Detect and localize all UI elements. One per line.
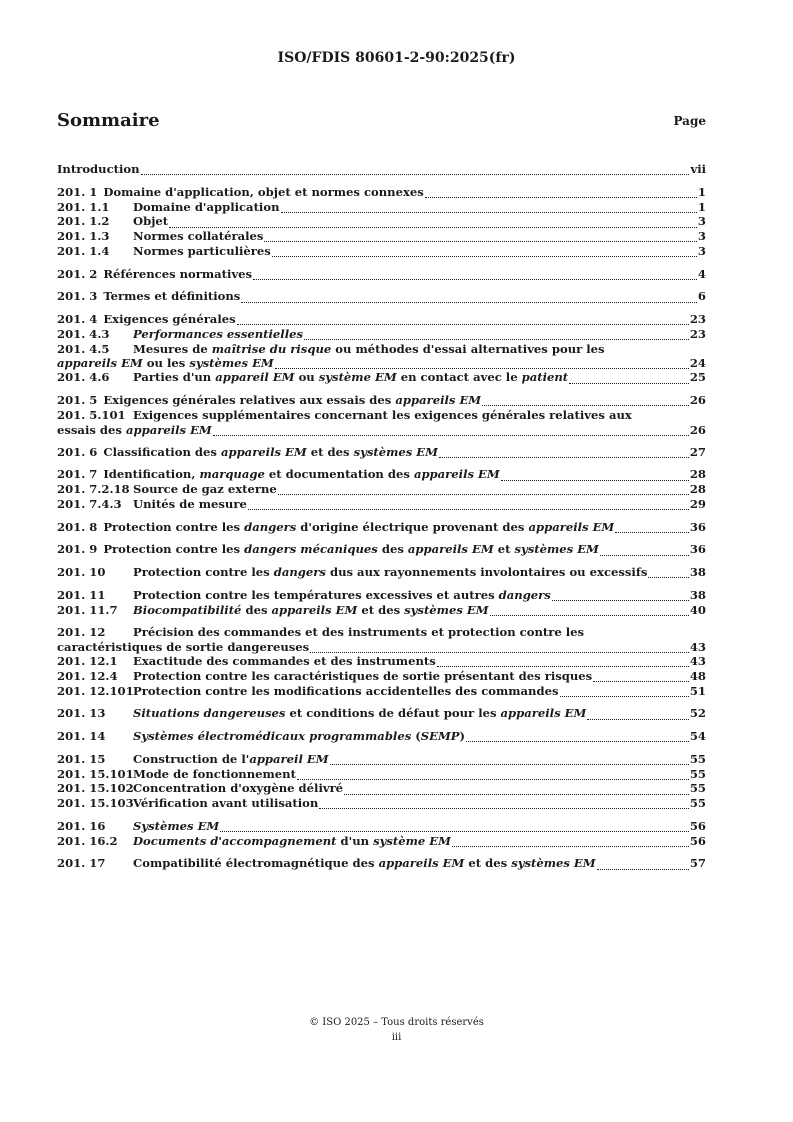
toc-entry-number: 201. 4 — [57, 312, 98, 326]
toc-entry[interactable] — [57, 752, 706, 767]
toc-entry-number: 201. 7.2.18 — [57, 482, 130, 496]
toc-section — [57, 706, 706, 721]
toc-entry-number: 201. 5.101 — [57, 407, 126, 422]
toc-entry[interactable] — [57, 408, 706, 423]
toc-entry-title — [133, 482, 277, 497]
footer-copyright: © ISO 2025 – Tous droits réservés — [309, 1017, 484, 1028]
toc-dot-leader — [501, 469, 689, 481]
toc-entry-title — [103, 185, 423, 200]
toc-title-segment: Objet — [133, 214, 169, 229]
toc-entry-number: 201. 9 — [57, 542, 98, 557]
toc-dot-leader — [552, 589, 689, 601]
toc-title-segment: ( — [411, 729, 421, 743]
toc-title-segment: et conditions de défaut pour les — [285, 706, 501, 721]
toc-title-segment: appareils EM — [528, 519, 615, 534]
toc-entry-title — [133, 244, 271, 259]
toc-entry-title — [133, 856, 596, 871]
toc-section — [57, 445, 706, 460]
toc-entry-number: 201. 11 — [57, 587, 106, 602]
toc-entry-number: 201. 1.1 — [57, 199, 110, 214]
toc-entry-title — [133, 588, 551, 603]
toc-dot-leader — [344, 783, 689, 795]
toc-dot-leader — [213, 424, 689, 436]
toc-dot-leader — [248, 498, 689, 510]
toc-entry-title — [133, 796, 318, 811]
toc-entry-page: 56 — [689, 833, 706, 848]
toc-title-segment: Exigences générales — [103, 312, 236, 326]
toc-entry-title — [103, 312, 235, 327]
toc-title-segment: systèmes EM — [514, 542, 599, 557]
toc-title-segment: Performances essentielles — [133, 326, 304, 341]
toc-entry-number: 201. 8 — [57, 519, 98, 534]
toc-entry[interactable] — [57, 185, 706, 200]
toc-entry[interactable] — [57, 819, 706, 834]
toc-dot-leader — [597, 858, 689, 870]
toc-title-segment: appareils EM — [500, 706, 587, 721]
toc-dot-leader — [253, 268, 697, 280]
toc-title-segment: systèmes EM — [511, 856, 596, 871]
toc-entry[interactable] — [57, 796, 706, 811]
toc-title-segment: Systèmes EM — [133, 818, 220, 833]
toc-entry-number: 201. 15.101 — [57, 766, 134, 781]
toc-entry-number: 201. 16 — [57, 818, 106, 833]
toc-dot-leader — [452, 835, 689, 847]
toc-title-segment: appareils EM — [125, 422, 212, 437]
toc-entry-title — [133, 706, 586, 721]
toc-dot-leader — [297, 768, 689, 780]
toc-dot-leader — [490, 604, 689, 616]
toc-title-segment: appareils EM — [378, 856, 465, 871]
toc-entry-page: vii — [690, 162, 706, 176]
toc-entry-page: 43 — [689, 654, 706, 668]
toc-entry-title — [133, 625, 584, 640]
toc-entry-title-continuation — [57, 640, 309, 654]
toc-title-segment: Parties d'un — [133, 370, 216, 385]
toc-entry[interactable] — [57, 289, 706, 304]
toc-entry[interactable] — [57, 393, 706, 408]
toc-entry-page: 40 — [689, 602, 706, 617]
toc-title-segment: Concentration d'oxygène délivré — [133, 781, 344, 796]
toc-entry[interactable] — [57, 229, 706, 244]
toc-title-segment: des — [241, 602, 272, 617]
toc-dot-leader — [439, 446, 689, 458]
toc-title-segment: Mode de fonctionnement — [133, 766, 296, 781]
toc-entry[interactable] — [57, 520, 706, 535]
toc-entry-number: 201. 6 — [57, 444, 98, 459]
toc-section — [57, 267, 706, 282]
toc-entry-title — [133, 497, 247, 512]
toc-entry-title — [133, 834, 451, 849]
toc-title-segment: ) — [459, 729, 466, 743]
toc-title-segment: Unités de mesure — [133, 496, 247, 511]
toc-entry[interactable] — [57, 834, 706, 849]
toc-title-segment: marquage — [199, 467, 265, 482]
toc-entry-number: 201. 11.7 — [57, 602, 118, 617]
toc-section — [57, 542, 706, 557]
toc-entry-page: 55 — [689, 796, 706, 810]
toc-title-segment: Documents d'accompagnement — [133, 833, 337, 848]
toc-title-segment: dangers — [273, 565, 326, 579]
page-column-label: Page — [673, 114, 706, 128]
toc-section — [57, 588, 706, 618]
toc-entry-number: 201. 12.101 — [57, 683, 134, 698]
toc-entry-page: 4 — [697, 266, 706, 281]
toc-section — [57, 393, 706, 437]
toc-entry-page: 55 — [689, 751, 706, 766]
toc-title-segment: maîtrise du risque — [211, 341, 332, 356]
toc-entry[interactable] — [57, 244, 706, 259]
toc-title-segment: Précision des commandes et des instruments et protection contre les — [133, 625, 585, 640]
toc-dot-leader — [600, 544, 689, 556]
toc-dot-leader — [281, 201, 697, 213]
toc-entry-title — [103, 393, 481, 408]
toc-title-segment: Normes particulières — [133, 243, 271, 258]
toc-entry-page: 48 — [689, 668, 706, 683]
toc-entry-number: 201. 1.3 — [57, 229, 110, 243]
toc-entry[interactable] — [57, 588, 706, 603]
toc-entry-page: 25 — [689, 370, 706, 385]
toc-entry-page: 36 — [689, 542, 706, 557]
toc-title-segment: Références normatives — [103, 266, 253, 281]
toc-entry[interactable] — [57, 684, 706, 699]
toc-title-segment: essais des — [57, 422, 126, 437]
toc-title-segment: et des — [306, 444, 354, 459]
toc-title-segment: systèmes EM — [189, 356, 274, 371]
toc-dot-leader — [569, 372, 689, 384]
toc-entry-number: 201. 15 — [57, 751, 106, 766]
toc-section — [57, 467, 706, 511]
toc-entry-page: 3 — [697, 243, 706, 258]
toc-dot-leader — [241, 291, 697, 303]
toc-entry-page: 43 — [689, 640, 706, 654]
toc-title-segment: et — [493, 542, 515, 557]
toc-title-segment: dangers — [498, 587, 551, 602]
toc-entry-page: 38 — [689, 565, 706, 579]
toc-title-segment: appareils EM — [407, 542, 494, 557]
toc-dot-leader — [237, 313, 689, 325]
toc-title-segment: dangers — [244, 519, 297, 534]
toc-entry-title — [133, 370, 568, 385]
toc-entry-title — [133, 342, 605, 357]
toc-dot-leader — [278, 483, 689, 495]
toc-entry-number: 201. 12.4 — [57, 668, 118, 683]
toc-dot-leader — [466, 730, 689, 742]
toc-entry-number: 201. 4.6 — [57, 370, 110, 385]
toc-title-segment: Biocompatibilité — [133, 602, 242, 617]
toc-entry-number: 201. 16.2 — [57, 833, 118, 848]
toc-section — [57, 312, 706, 385]
toc-section — [57, 162, 706, 177]
toc-title-segment: Exactitude des commandes et des instruments — [133, 654, 436, 668]
toc-title-segment: Termes et définitions — [103, 289, 241, 304]
toc-entry-page: 26 — [689, 393, 706, 407]
toc-title-segment: en contact avec le — [396, 370, 522, 385]
toc-entry[interactable] — [57, 767, 706, 782]
toc-entry[interactable] — [57, 200, 706, 215]
toc-title-segment: caractéristiques de sortie dangereuses — [57, 640, 310, 654]
toc-entry[interactable] — [57, 497, 706, 512]
toc-entry-title — [133, 327, 303, 342]
toc-entry-title — [133, 781, 343, 796]
toc-entry-number: 201. 15.102 — [57, 781, 134, 796]
toc-entry-title — [103, 289, 240, 304]
toc-title-segment: Domaine d'application, objet et normes connexes — [103, 184, 424, 199]
toc-entry-page: 24 — [689, 356, 706, 371]
toc-entry-title-continuation — [57, 356, 274, 370]
toc-entry-number: 201. 12.1 — [57, 654, 118, 668]
toc-entry-title — [103, 267, 252, 282]
toc-entry-title — [133, 752, 329, 767]
toc-title-segment: ou méthodes d'essai alternatives pour les — [331, 341, 605, 356]
toc-entry-page: 54 — [689, 729, 706, 743]
toc-entry-page: 26 — [689, 422, 706, 437]
toc-title-segment: Protection contre les — [103, 542, 245, 557]
toc-entry[interactable] — [57, 342, 706, 357]
toc-entry-page: 56 — [689, 818, 706, 833]
toc-title-segment: et des — [464, 856, 512, 871]
toc-title-segment: Source de gaz externe — [133, 482, 277, 496]
toc-entry-page: 23 — [689, 312, 706, 326]
toc-entry-title — [133, 200, 280, 215]
toc-title-segment: Protection contre les — [133, 565, 274, 579]
toc-entry[interactable] — [57, 327, 706, 342]
toc-title-segment: Systèmes électromédicaux programmables — [133, 729, 412, 743]
toc-title-segment: système EM — [318, 370, 397, 385]
toc-entry-number: 201. 2 — [57, 266, 98, 281]
toc-title-segment: patient — [521, 370, 569, 385]
toc-entry[interactable] — [57, 706, 706, 721]
toc-title-segment: appareils EM — [57, 356, 143, 371]
toc-dot-leader — [220, 820, 689, 832]
toc-title-segment: des — [377, 542, 408, 557]
toc-section — [57, 520, 706, 535]
toc-dot-leader — [593, 670, 689, 682]
toc-entry[interactable] — [57, 214, 706, 229]
toc-title-segment: appareils EM — [413, 467, 500, 482]
toc-entry-number: 201. 4.5 — [57, 341, 110, 356]
toc-title-segment: Exigences supplémentaires concernant les exigences générales relatives aux — [133, 407, 632, 422]
toc-entry-number: 201. 12 — [57, 625, 106, 640]
toc-entry-number: 201. 15.103 — [57, 796, 134, 810]
toc-entry-page: 52 — [689, 706, 706, 721]
toc-entry[interactable] — [57, 162, 706, 177]
toc-entry-number: 201. 7 — [57, 467, 98, 482]
toc-title-segment: Domaine d'application — [133, 199, 280, 214]
toc-entry-title — [133, 819, 219, 834]
toc-entry-page: 36 — [689, 519, 706, 534]
toc-title-segment: Classification des — [103, 444, 221, 459]
toc-entry-title — [133, 214, 168, 229]
toc-section — [57, 729, 706, 744]
toc-section — [57, 752, 706, 811]
toc-title-segment: ou — [294, 370, 319, 385]
toc-entry-number: 201. 5 — [57, 393, 98, 407]
toc-entry-title — [133, 767, 296, 782]
table-of-contents — [57, 162, 706, 879]
toc-title-segment: et documentation des — [264, 467, 414, 482]
toc-entry-title — [103, 467, 499, 482]
toc-section — [57, 289, 706, 304]
toc-entry-title — [133, 565, 647, 580]
toc-entry-number: 201. 4.3 — [57, 326, 110, 341]
toc-title-segment: Normes collatérales — [133, 229, 264, 243]
toc-entry-number: 201. 7.4.3 — [57, 496, 122, 511]
toc-section — [57, 565, 706, 580]
toc-entry-page: 51 — [689, 683, 706, 698]
toc-entry-page: 28 — [689, 467, 706, 482]
toc-title-segment: Protection contre les températures excessives et autres — [133, 587, 499, 602]
toc-title-segment: Situations dangereuses — [133, 706, 286, 721]
toc-title-segment: Identification, — [103, 467, 200, 482]
toc-entry-page: 29 — [689, 496, 706, 511]
toc-section — [57, 185, 706, 259]
toc-entry-number: 201. 1.2 — [57, 214, 110, 229]
toc-entry-page: 38 — [689, 587, 706, 602]
toc-entry-title — [133, 654, 436, 669]
toc-entry-number: 201. 10 — [57, 565, 106, 579]
toc-title-segment: appareils EM — [395, 393, 482, 407]
toc-entry[interactable] — [57, 445, 706, 460]
toc-entry-title — [133, 603, 489, 618]
toc-entry-number: 201. 1 — [57, 184, 98, 199]
toc-dot-leader — [141, 163, 690, 175]
toc-title-segment: dangers mécaniques — [244, 542, 378, 557]
toc-entry[interactable] — [57, 669, 706, 684]
toc-entry-number: 201. 1.4 — [57, 243, 110, 258]
toc-title-segment: Construction de l' — [133, 751, 250, 766]
toc-entry[interactable] — [57, 603, 706, 618]
toc-entry-title — [133, 669, 592, 684]
toc-title-segment: Mesures de — [133, 341, 212, 356]
toc-entry-page: 1 — [697, 199, 706, 214]
toc-title-segment: appareils EM — [271, 602, 358, 617]
toc-title-segment: dus aux rayonnements involontaires ou excessifs — [325, 565, 648, 579]
toc-entry-title-continuation — [57, 423, 212, 437]
toc-dot-leader — [169, 216, 697, 228]
toc-entry-number: 201. 3 — [57, 289, 98, 304]
toc-entry-title — [133, 229, 263, 244]
toc-title-segment: d'un — [336, 833, 374, 848]
toc-entry-title — [103, 542, 599, 557]
toc-title-segment: d'origine électrique provenant des — [296, 519, 529, 534]
toc-section — [57, 856, 706, 871]
toc-title-segment: système EM — [373, 833, 451, 848]
toc-title-segment: Protection contre les caractéristiques de sortie présentant des risques — [133, 668, 593, 683]
toc-entry-continuation[interactable] — [57, 640, 706, 654]
toc-entry[interactable] — [57, 267, 706, 282]
toc-title-segment: SEMP — [420, 729, 460, 743]
toc-entry-number: 201. 13 — [57, 706, 106, 721]
document-id-header: ISO/FDIS 80601-2-90:2025(fr) — [277, 50, 516, 66]
toc-dot-leader — [272, 245, 697, 257]
toc-title-segment: Compatibilité électromagnétique des — [133, 856, 379, 871]
toc-dot-leader — [275, 357, 689, 369]
toc-title-segment: et des — [357, 602, 405, 617]
toc-entry[interactable] — [57, 312, 706, 327]
toc-dot-leader — [425, 186, 697, 198]
toc-entry[interactable] — [57, 654, 706, 669]
toc-entry[interactable] — [57, 565, 706, 580]
toc-entry-page: 27 — [689, 444, 706, 459]
toc-entry-page: 55 — [689, 766, 706, 781]
toc-title-segment: appareils EM — [220, 444, 307, 459]
toc-dot-leader — [319, 797, 689, 809]
toc-title-segment: Introduction — [57, 162, 140, 176]
toc-entry-page: 23 — [689, 326, 706, 341]
toc-title-segment: systèmes EM — [404, 602, 489, 617]
toc-entry-continuation[interactable] — [57, 356, 706, 370]
toc-title-segment: ou les — [142, 356, 190, 371]
toc-entry[interactable] — [57, 729, 706, 744]
toc-dot-leader — [330, 753, 689, 765]
toc-section — [57, 625, 706, 698]
toc-dot-leader — [304, 328, 689, 340]
toc-entry-title — [57, 162, 140, 177]
toc-title-segment: Protection contre les — [103, 519, 245, 534]
toc-dot-leader — [482, 394, 689, 406]
toc-entry-title — [103, 520, 614, 535]
toc-entry-page: 57 — [689, 856, 706, 871]
toc-entry-title — [103, 445, 438, 460]
toc-entry[interactable] — [57, 781, 706, 796]
toc-title-segment: Protection contre les modifications accidentelles des commandes — [133, 683, 559, 698]
toc-dot-leader — [587, 708, 689, 720]
footer-page-number: iii — [391, 1032, 402, 1043]
toc-entry[interactable] — [57, 542, 706, 557]
toc-entry[interactable] — [57, 370, 706, 385]
toc-entry-number: 201. 14 — [57, 729, 106, 743]
toc-dot-leader — [560, 685, 689, 697]
toc-entry-title — [133, 408, 632, 423]
toc-entry-page: 1 — [697, 184, 706, 199]
toc-entry-continuation[interactable] — [57, 423, 706, 437]
toc-entry[interactable] — [57, 482, 706, 497]
toc-entry-title — [133, 684, 559, 699]
toc-entry-page: 55 — [689, 781, 706, 796]
toc-entry[interactable] — [57, 467, 706, 482]
toc-title-segment: systèmes EM — [353, 444, 438, 459]
toc-dot-leader — [437, 655, 689, 667]
toc-dot-leader — [264, 230, 697, 242]
toc-entry-page: 6 — [697, 289, 706, 304]
toc-entry-page: 3 — [697, 214, 706, 229]
toc-title-segment: appareil EM — [249, 751, 329, 766]
toc-dot-leader — [648, 566, 689, 578]
toc-entry[interactable] — [57, 856, 706, 871]
toc-heading: Sommaire — [57, 110, 160, 131]
toc-entry-page: 28 — [689, 482, 706, 496]
toc-entry-title — [133, 729, 465, 744]
toc-entry-number: 201. 17 — [57, 856, 106, 871]
toc-title-segment: Vérification avant utilisation — [133, 796, 319, 810]
toc-title-segment: Exigences générales relatives aux essais des — [103, 393, 396, 407]
toc-dot-leader — [615, 521, 689, 533]
toc-section — [57, 819, 706, 849]
toc-entry-page: 3 — [697, 229, 706, 243]
toc-entry[interactable] — [57, 625, 706, 640]
toc-dot-leader — [310, 641, 689, 653]
toc-title-segment: appareil EM — [215, 370, 295, 385]
